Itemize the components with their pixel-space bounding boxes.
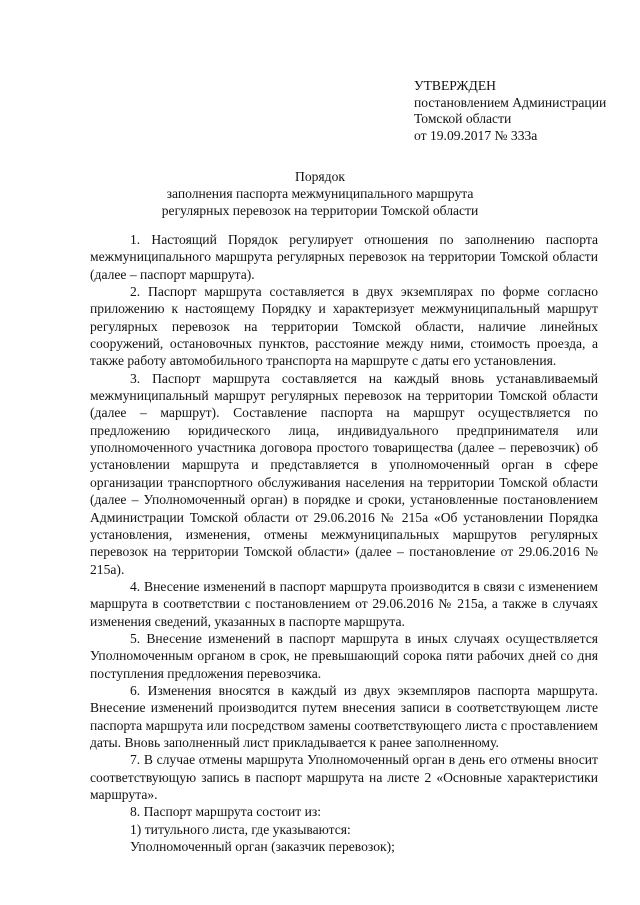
- document-title: [0, 168, 640, 219]
- paragraph-1: 1. Настоящий Порядок регулирует отношения по заполнению паспорта межмуниципального маршрута регулярных перевозок на территории Томской области (далее – паспорт маршрута).: [90, 232, 598, 282]
- approval-date: от 19.09.2017 № 333а: [414, 127, 538, 143]
- approval-stamp: [414, 78, 606, 144]
- title-line: регулярных перевозок на территории Томской области: [161, 203, 479, 218]
- paragraph-2: 2. Паспорт маршрута составляется в двух экземплярах по форме согласно приложению к настоящему Порядку и характеризует межмуниципальный маршрут регулярных перевозок на территории Томской области, наличие линейных сооружений, остановочных пунктов, расстояние между ними, стоимость проезда, а также работу автомобильного транспорта на маршруте с даты его установления.: [90, 284, 598, 369]
- list-item-1: 1) титульного листа, где указываются:: [130, 821, 351, 837]
- approval-line: постановлением Администрации: [414, 94, 607, 110]
- list-subitem: Уполномоченный орган (заказчик перевозок);: [130, 839, 395, 855]
- title-line: Порядок: [295, 169, 345, 184]
- paragraph-4: 4. Внесение изменений в паспорт маршрута производится в связи с изменением маршрута в соответствии с постановлением от 29.06.2016 № 215а, а также в случаях изменения сведений, указанных в паспорте маршрута.: [90, 578, 598, 629]
- paragraph-8: 8. Паспорт маршрута состоит из:: [130, 804, 322, 820]
- paragraph-3: 3. Паспорт маршрута составляется на каждый вновь устанавливаемый межмуниципальный маршрут регулярных перевозок на территории Томской области (далее – маршрут). Составление паспорта на маршрут осуществляется по предложению юридического лица, индивидуального предпринимателя или уполномоченного участника договора простого товарищества (далее – перевозчик) об установлении маршрута и представляется в уполномоченный орган в сфере организации транспортного обслуживания населения на территории Томской области (далее – Уполномоченный орган) в порядке и сроки, установленные постановлением Администрации Томской области от 29.06.2016 № 215а «Об установлении Порядка установления, изменения, отмены межмуниципальных маршрутов регулярных перевозок на территории Томской области» (далее – постановление от 29.06.2016 № 215а).: [90, 370, 598, 577]
- approval-line: Томской области: [414, 111, 512, 126]
- paragraph-7: 7. В случае отмены маршрута Уполномоченный орган в день его отмены вносит соответствующую запись в паспорт маршрута на листе 2 «Основные характеристики маршрута».: [90, 752, 598, 802]
- paragraph-6: 6. Изменения вносятся в каждый из двух экземпляров паспорта маршрута. Внесение изменений производится путем внесения записи в соответствующем листе паспорта маршрута или посредством замены соответствующего листа с проставлением даты. Вновь заполненный лист прикладывается к ранее заполненному.: [90, 682, 598, 750]
- document-body: [90, 231, 598, 855]
- paragraph-5: 5. Внесение изменений в паспорт маршрута в иных случаях осуществляется Уполномоченным органом в срок, не превышающий сорока пяти рабочих дней со дня поступления предложения перевозчика.: [90, 630, 598, 681]
- title-line: заполнения паспорта межмуниципального маршрута: [166, 186, 474, 201]
- approval-heading: УТВЕРЖДЕН: [414, 78, 496, 93]
